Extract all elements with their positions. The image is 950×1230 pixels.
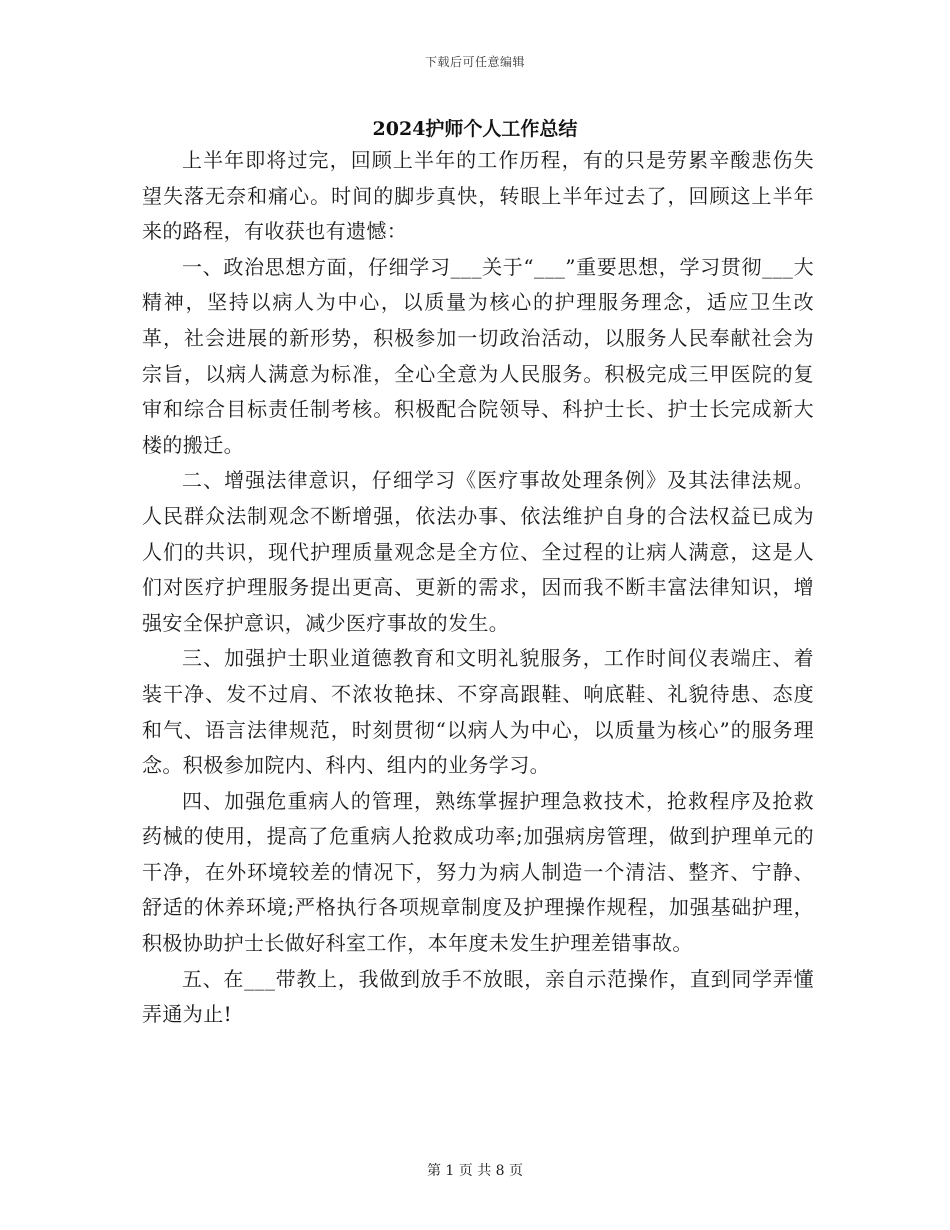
paragraph-critical-patient-care: 四、加强危重病人的管理，熟练掌握护理急救技术，抢救程序及抢救药械的使用，提高了危重病人抢救成功率;加强病房管理，做到护理单元的干净，在外环境较差的情况下，努力为病人制造一个清洁、整齐、宁静、舒适的休养环境;严格执行各项规章制度及护理操作规程，加强基础护理，积极协助护士长做好科室工作，本年度未发生护理差错事故。 xyxy=(142,788,814,956)
paragraph-professional-ethics: 三、加强护士职业道德教育和文明礼貌服务，工作时间仪表端庄、着装干净、发不过肩、不浓妆艳抹、不穿高跟鞋、响底鞋、礼貌待患、态度和气、语言法律规范，时刻贯彻“以病人为中心，以质量为核心”的服务理念。积极参加院内、科内、组内的业务学习。 xyxy=(142,646,814,778)
document-title: 2024护师个人工作总结 xyxy=(372,118,578,140)
paragraph-legal-awareness: 二、增强法律意识，仔细学习《医疗事故处理条例》及其法律法规。人民群众法制观念不断增强，依法办事、依法维护自身的合法权益已成为人们的共识，现代护理质量观念是全方位、全过程的让病人满意，这是人们对医疗护理服务提出更高、更新的需求，因而我不断丰富法律知识，增强安全保护意识，减少医疗事故的发生。 xyxy=(142,468,814,635)
page-header-note: 下载后可任意编辑 xyxy=(424,55,525,69)
page-number-indicator: 第 1 页 共 8 页 xyxy=(426,1163,524,1179)
paragraph-political-thought: 一、政治思想方面，仔细学习___关于“___”重要思想，学习贯彻___大精神，坚持以病人为中心，以质量为核心的护理服务理念，适应卫生改革，社会进展的新形势，积极参加一切政治活动，以服务人民奉献社会为宗旨，以病人满意为标准，全心全意为人民服务。积极完成三甲医院的复审和综合目标责任制考核。积极配合院领导、科护士长、护士长完成新大楼的搬迁。 xyxy=(142,254,814,457)
document-body xyxy=(142,143,814,1033)
paragraph-teaching: 五、在___带教上，我做到放手不放眼，亲自示范操作，直到同学弄懂弄通为止! xyxy=(142,966,814,1027)
paragraph-intro: 上半年即将过完，回顾上半年的工作历程，有的只是劳累辛酸悲伤失望失落无奈和痛心。时间的脚步真快，转眼上半年过去了，回顾这上半年来的路程，有收获也有遗憾： xyxy=(142,148,814,244)
